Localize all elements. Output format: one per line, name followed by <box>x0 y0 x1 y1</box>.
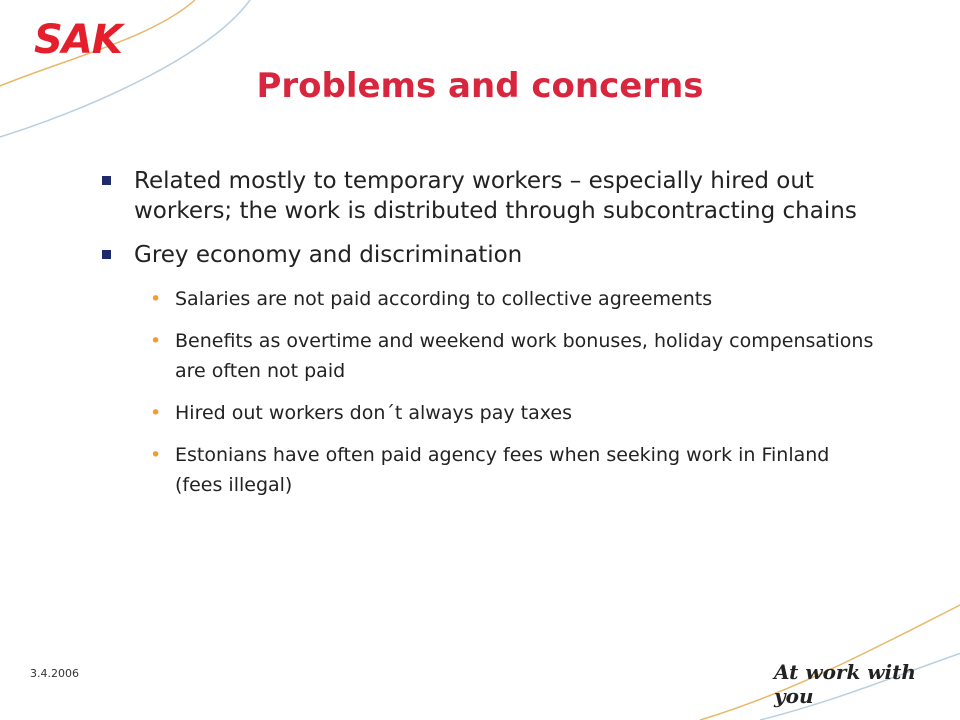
bullet-text: Grey economy and discrimination <box>134 242 523 268</box>
sub-bullet-list <box>100 284 880 500</box>
sub-bullet-taxes <box>150 398 880 428</box>
bullet-text: Related mostly to temporary workers – especially hired out workers; the work is distributed through subcontracting chains <box>134 168 857 224</box>
bullet-grey-economy <box>100 240 880 270</box>
square-bullet-icon <box>102 250 111 259</box>
bullet-temporary-workers <box>100 166 880 226</box>
sak-logo: SAK <box>34 17 122 63</box>
square-bullet-icon <box>102 176 111 185</box>
sub-bullet-text: Hired out workers don´t always pay taxes <box>175 402 572 424</box>
sub-bullet-benefits <box>150 326 880 386</box>
sub-bullet-text: Salaries are not paid according to collective agreements <box>175 288 713 310</box>
dot-bullet-icon: • <box>150 402 162 424</box>
footer-tagline: At work with you <box>774 660 916 708</box>
dot-bullet-icon: • <box>150 330 162 352</box>
sub-bullet-agency-fees <box>150 440 880 500</box>
sub-bullet-text: Benefits as overtime and weekend work bonuses, holiday compensations are often not paid <box>175 330 874 382</box>
dot-bullet-icon: • <box>150 288 162 310</box>
dot-bullet-icon: • <box>150 444 162 466</box>
sub-bullet-text: Estonians have often paid agency fees when seeking work in Finland (fees illegal) <box>175 444 830 496</box>
footer-date: 3.4.2006 <box>30 667 79 680</box>
slide-title: Problems and concerns <box>256 66 704 106</box>
sub-bullet-salaries <box>150 284 880 314</box>
bullet-list <box>100 166 880 514</box>
